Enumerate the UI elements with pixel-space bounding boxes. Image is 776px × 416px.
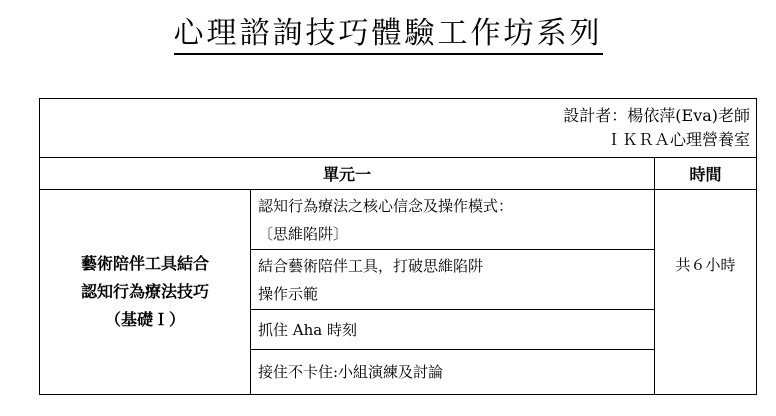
topic-line: 接住不卡住:小組演練及討論 xyxy=(258,363,444,381)
unit-header: 單元一 xyxy=(40,158,655,190)
topic-line: 認知行為療法之核心信念及操作模式： xyxy=(258,197,514,215)
duration-cell: 共６小時 xyxy=(655,190,757,395)
unit-name-line: 認知行為療法技巧 xyxy=(80,282,209,301)
unit-name-line: （基礎Ｉ） xyxy=(104,310,185,329)
header-row xyxy=(40,158,757,190)
page-title-text: 心理諮詢技巧體驗工作坊系列 xyxy=(174,16,603,55)
organization-text: ＩＫＲＡ心理營養室 xyxy=(606,130,751,149)
info-row xyxy=(40,99,757,158)
topic-cell xyxy=(251,310,655,350)
info-cell xyxy=(40,99,757,158)
topic-cell xyxy=(251,190,655,250)
topic-line: 〔思維陷阱〕 xyxy=(258,225,349,243)
page-title xyxy=(0,14,776,54)
topic-line: 抓住 Aha 時刻 xyxy=(258,320,357,339)
topic-row xyxy=(40,190,757,250)
topic-cell xyxy=(251,250,655,310)
topic-line: 結合藝術陪伴工具，打破思維陷阱 xyxy=(258,257,484,275)
time-header: 時間 xyxy=(655,158,757,190)
designer-text: 設計者：楊依萍(Eva)老師 xyxy=(563,106,751,125)
unit-name-cell xyxy=(40,190,251,395)
workshop-table xyxy=(39,98,757,395)
topic-cell xyxy=(251,350,655,395)
unit-name-line: 藝術陪伴工具結合 xyxy=(80,254,209,273)
topic-line: 操作示範 xyxy=(258,285,319,303)
